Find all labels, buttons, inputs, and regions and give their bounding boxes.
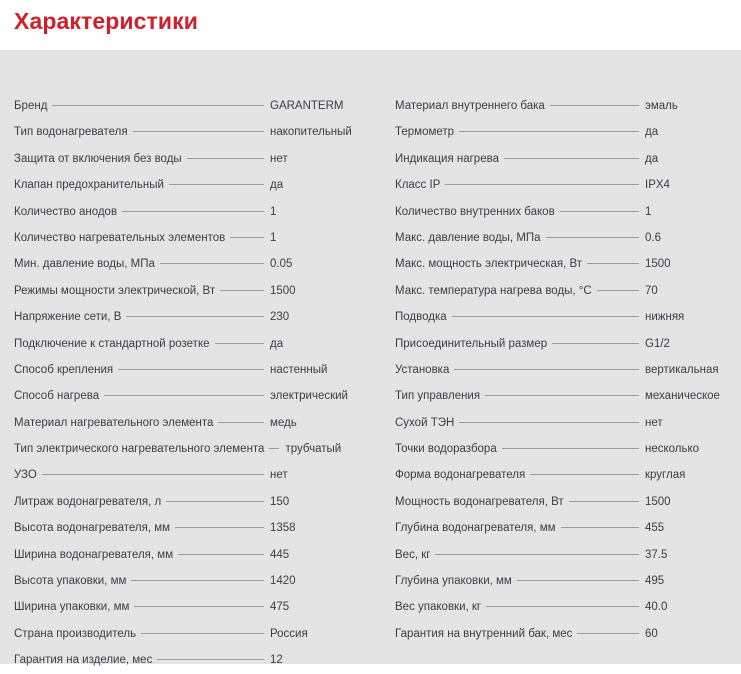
spec-leader-line bbox=[160, 262, 264, 264]
spec-label: Способ крепления bbox=[14, 363, 114, 376]
spec-row bbox=[14, 93, 375, 119]
spec-row bbox=[395, 357, 731, 383]
spec-value: Россия bbox=[270, 627, 308, 640]
spec-row bbox=[14, 568, 375, 594]
spec-row bbox=[395, 331, 731, 357]
spec-leader-line bbox=[587, 262, 639, 264]
spec-label: Литраж водонагревателя, л bbox=[14, 495, 162, 508]
spec-row bbox=[395, 621, 731, 647]
spec-leader-line bbox=[187, 157, 264, 159]
spec-label: Установка bbox=[395, 363, 450, 376]
spec-label: Точки водоразбора bbox=[395, 443, 497, 456]
spec-leader-line bbox=[133, 130, 264, 132]
spec-row bbox=[395, 568, 731, 594]
spec-leader-line bbox=[220, 289, 264, 291]
spec-leader-line bbox=[454, 368, 639, 370]
spec-row bbox=[395, 278, 731, 304]
spec-leader-line bbox=[166, 500, 264, 502]
spec-leader-line bbox=[126, 315, 264, 317]
spec-row bbox=[14, 278, 375, 304]
spec-leader-line bbox=[104, 394, 264, 396]
spec-label: Сухой ТЭН bbox=[395, 416, 455, 429]
spec-row bbox=[395, 462, 731, 488]
spec-row bbox=[395, 383, 731, 409]
spec-leader-line bbox=[561, 526, 639, 528]
spec-leader-line bbox=[459, 421, 639, 423]
spec-value: 40.0 bbox=[645, 601, 668, 614]
spec-value: несколько bbox=[645, 443, 700, 456]
spec-label: Способ нагрева bbox=[14, 390, 100, 403]
spec-row bbox=[395, 146, 731, 172]
spec-value: 1500 bbox=[645, 258, 671, 271]
spec-value: трубчатый bbox=[285, 443, 342, 456]
spec-value: 1500 bbox=[270, 284, 296, 297]
spec-leader-line bbox=[517, 579, 639, 581]
spec-label: Количество нагревательных элементов bbox=[14, 231, 226, 244]
spec-row bbox=[395, 436, 731, 462]
spec-row bbox=[14, 199, 375, 225]
spec-value: 1500 bbox=[645, 495, 671, 508]
spec-leader-line bbox=[502, 447, 639, 449]
spec-label: Количество внутренних баков bbox=[395, 205, 555, 218]
spec-leader-line bbox=[577, 632, 639, 634]
spec-row bbox=[14, 225, 375, 251]
spec-row bbox=[14, 119, 375, 145]
spec-row bbox=[14, 146, 375, 172]
spec-row bbox=[14, 489, 375, 515]
spec-row bbox=[14, 410, 375, 436]
spec-row bbox=[395, 542, 731, 568]
spec-label: Защита от включения без воды bbox=[14, 152, 182, 165]
spec-label: Форма водонагревателя bbox=[395, 469, 526, 482]
spec-leader-line bbox=[504, 157, 639, 159]
spec-row bbox=[395, 172, 731, 198]
spec-value: да bbox=[645, 126, 659, 139]
spec-label: Тип управления bbox=[395, 390, 481, 403]
spec-label: Тип электрического нагревательного элемента bbox=[14, 443, 265, 456]
spec-leader-line bbox=[131, 579, 264, 581]
spec-row bbox=[14, 621, 375, 647]
spec-label: Ширина водонагревателя, мм bbox=[14, 548, 174, 561]
spec-label: Вес, кг bbox=[395, 548, 431, 561]
spec-label: Мин. давление воды, МПа bbox=[14, 258, 155, 271]
spec-leader-line bbox=[42, 473, 264, 475]
spec-label: Класс IP bbox=[395, 179, 441, 192]
spec-row bbox=[14, 383, 375, 409]
spec-label: Макс. мощность электрическая, Вт bbox=[395, 258, 583, 271]
spec-value: 230 bbox=[270, 311, 290, 324]
spec-row bbox=[14, 515, 375, 541]
spec-value: 1 bbox=[645, 205, 652, 218]
spec-leader-line bbox=[169, 183, 264, 185]
spec-value: 70 bbox=[645, 284, 658, 297]
spec-leader-line bbox=[560, 210, 639, 212]
spec-leader-line bbox=[569, 500, 639, 502]
spec-value: 150 bbox=[270, 495, 290, 508]
spec-value: G1/2 bbox=[645, 337, 670, 350]
spec-value: 1 bbox=[270, 205, 277, 218]
spec-value: 1358 bbox=[270, 522, 296, 535]
spec-label: Глубина водонагревателя, мм bbox=[395, 522, 556, 535]
spec-label: Макс. давление воды, МПа bbox=[395, 231, 541, 244]
spec-leader-line bbox=[546, 236, 639, 238]
spec-leader-line bbox=[118, 368, 264, 370]
spec-label: Бренд bbox=[14, 100, 48, 112]
spec-label: Присоединительный размер bbox=[395, 337, 548, 350]
spec-row bbox=[14, 304, 375, 330]
spec-value: 475 bbox=[270, 601, 290, 614]
spec-value: 455 bbox=[645, 522, 665, 535]
spec-row bbox=[14, 251, 375, 277]
spec-leader-line bbox=[52, 104, 264, 106]
spec-leader-line bbox=[134, 605, 264, 607]
spec-leader-line bbox=[269, 447, 279, 449]
spec-leader-line bbox=[552, 342, 639, 344]
spec-leader-line bbox=[485, 394, 639, 396]
spec-row bbox=[14, 647, 375, 673]
spec-leader-line bbox=[141, 632, 264, 634]
spec-label: Ширина упаковки, мм bbox=[14, 601, 130, 614]
spec-leader-line bbox=[459, 130, 639, 132]
spec-label: Гарантия на внутренний бак, мес bbox=[395, 627, 573, 640]
specifications-panel bbox=[0, 50, 741, 667]
spec-value: 1420 bbox=[270, 575, 296, 588]
spec-row bbox=[395, 119, 731, 145]
spec-label: Высота упаковки, мм bbox=[14, 575, 127, 588]
spec-row bbox=[14, 172, 375, 198]
spec-row bbox=[395, 93, 731, 119]
spec-leader-line bbox=[530, 473, 639, 475]
specifications-columns bbox=[0, 93, 741, 674]
spec-row bbox=[395, 489, 731, 515]
spec-leader-line bbox=[550, 104, 639, 106]
spec-leader-line bbox=[157, 658, 264, 660]
spec-row bbox=[14, 462, 375, 488]
spec-label: Вес упаковки, кг bbox=[395, 601, 482, 614]
specifications-column-right bbox=[385, 93, 741, 674]
spec-leader-line bbox=[230, 236, 264, 238]
spec-row bbox=[395, 199, 731, 225]
spec-value: нет bbox=[645, 416, 663, 429]
spec-leader-line bbox=[486, 605, 639, 607]
spec-value: да bbox=[270, 337, 284, 350]
spec-label: Страна производитель bbox=[14, 627, 137, 640]
spec-row bbox=[395, 251, 731, 277]
spec-row bbox=[395, 515, 731, 541]
spec-value: нет bbox=[270, 469, 288, 482]
spec-value: механическое bbox=[645, 390, 720, 403]
spec-row bbox=[14, 594, 375, 620]
spec-value: накопительный bbox=[270, 126, 352, 139]
spec-leader-line bbox=[218, 421, 264, 423]
spec-value: GARANTERM bbox=[270, 100, 344, 112]
spec-value: 495 bbox=[645, 575, 665, 588]
spec-value: 12 bbox=[270, 654, 283, 667]
spec-value: 1 bbox=[270, 231, 277, 244]
spec-label: Режимы мощности электрической, Вт bbox=[14, 284, 216, 297]
spec-leader-line bbox=[445, 183, 639, 185]
spec-label: Мощность водонагревателя, Вт bbox=[395, 495, 564, 508]
spec-value: нет bbox=[270, 152, 288, 165]
spec-value: IPX4 bbox=[645, 179, 670, 192]
spec-value: эмаль bbox=[645, 100, 678, 112]
spec-label: Подключение к стандартной розетке bbox=[14, 337, 210, 350]
page-title: Характеристики bbox=[14, 8, 198, 34]
spec-leader-line bbox=[452, 315, 639, 317]
spec-label: Материал внутреннего бака bbox=[395, 100, 545, 112]
spec-value: 60 bbox=[645, 627, 658, 640]
spec-label: Макс. температура нагрева воды, °C bbox=[395, 284, 592, 297]
spec-value: нижняя bbox=[645, 311, 685, 324]
spec-value: вертикальная bbox=[645, 363, 719, 376]
spec-value: 0.05 bbox=[270, 258, 293, 271]
spec-value: да bbox=[645, 152, 659, 165]
spec-leader-line bbox=[597, 289, 639, 291]
spec-leader-line bbox=[178, 553, 264, 555]
spec-value: настенный bbox=[270, 363, 328, 376]
spec-label: Индикация нагрева bbox=[395, 152, 499, 165]
spec-label: Тип водонагревателя bbox=[14, 126, 128, 139]
spec-label: Клапан предохранительный bbox=[14, 179, 164, 192]
spec-value: 0.6 bbox=[645, 231, 661, 244]
spec-label: Высота водонагревателя, мм bbox=[14, 522, 171, 535]
spec-leader-line bbox=[175, 526, 264, 528]
spec-label: Подводка bbox=[395, 311, 447, 324]
spec-leader-line bbox=[122, 210, 264, 212]
spec-value: медь bbox=[270, 416, 297, 429]
spec-value: 37.5 bbox=[645, 548, 668, 561]
spec-label: Термометр bbox=[395, 126, 455, 139]
specifications-column-left bbox=[0, 93, 385, 674]
spec-leader-line bbox=[435, 553, 639, 555]
spec-row bbox=[14, 542, 375, 568]
spec-row bbox=[14, 331, 375, 357]
spec-row bbox=[395, 304, 731, 330]
spec-label: УЗО bbox=[14, 469, 37, 482]
spec-label: Гарантия на изделие, мес bbox=[14, 654, 153, 667]
spec-value: да bbox=[270, 179, 284, 192]
spec-value: электрический bbox=[270, 390, 348, 403]
spec-value: круглая bbox=[645, 469, 686, 482]
spec-row bbox=[14, 357, 375, 383]
spec-value: 445 bbox=[270, 548, 290, 561]
spec-label: Напряжение сети, В bbox=[14, 311, 122, 324]
spec-row bbox=[395, 594, 731, 620]
spec-leader-line bbox=[215, 342, 265, 344]
spec-label: Материал нагревательного элемента bbox=[14, 416, 214, 429]
spec-label: Количество анодов bbox=[14, 205, 118, 218]
spec-label: Глубина упаковки, мм bbox=[395, 575, 512, 588]
spec-row bbox=[395, 410, 731, 436]
spec-row bbox=[14, 436, 375, 462]
spec-row bbox=[395, 225, 731, 251]
